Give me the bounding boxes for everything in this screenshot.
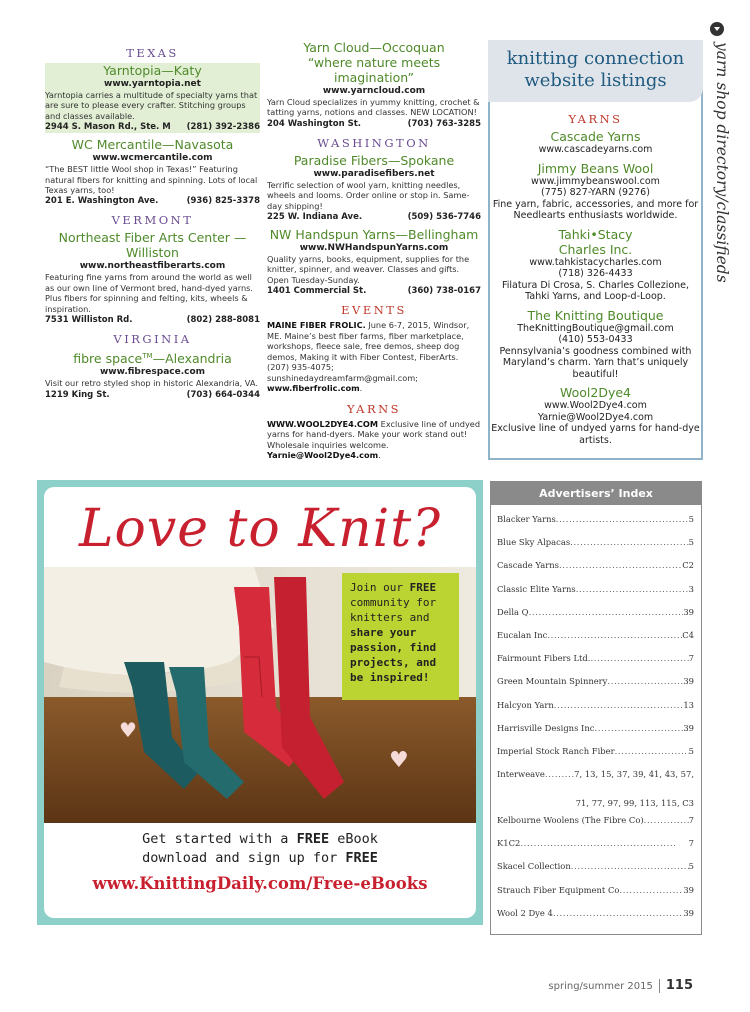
- shop-url[interactable]: www.yarncloud.com: [322, 86, 426, 96]
- shop-phone: (936) 825-3378: [186, 196, 260, 207]
- shop-tagline: “where nature meets imagination”: [307, 55, 441, 85]
- yarns-heading: YARNS: [346, 401, 402, 416]
- leader-dots: [571, 860, 689, 883]
- shop-name-text: fibre space: [73, 351, 143, 367]
- advertiser-page: C4: [682, 629, 694, 640]
- advertiser-page: 39: [683, 606, 694, 617]
- leader-dots: [529, 606, 684, 629]
- shop-email[interactable]: TheKnittingBoutique@gmail.com: [517, 322, 674, 334]
- shop-desc: “The BEST little Wool shop in Texas!” Featuring natural fibers for knitting and spinning. Lots of local Texas yarns, too!: [45, 164, 258, 196]
- listing-cascade-yarns: [490, 129, 701, 156]
- promo-text-b: community for knitters and: [350, 596, 437, 624]
- shop-address: 225 W. Indiana Ave.: [267, 212, 363, 223]
- listing-northeast-fiber-arts: [45, 230, 260, 326]
- advertiser-page: 39: [683, 907, 694, 918]
- advertiser-row: [497, 768, 694, 814]
- advertiser-name: Eucalan Inc: [497, 629, 548, 640]
- leader-dots: [556, 513, 689, 536]
- state-heading-virginia: VIRGINIA: [113, 332, 192, 347]
- advertiser-name: Interweave: [497, 769, 545, 780]
- issue-label: spring/summer 2015: [548, 981, 653, 992]
- advertiser-name: Halcyon Yarn: [497, 699, 554, 710]
- shop-phone: (281) 392-2386: [186, 122, 260, 133]
- advertiser-page: 39: [683, 884, 694, 895]
- shop-name: Yarn Cloud—Occoquan: [303, 40, 445, 55]
- shop-url[interactable]: www.northeastfiberarts.com: [79, 261, 226, 272]
- advertiser-row: [497, 583, 694, 606]
- advertiser-name: Della Q: [497, 606, 529, 617]
- shop-url[interactable]: www.cascadeyarns.com: [538, 144, 653, 155]
- shop-address-row: [45, 314, 260, 326]
- ad-cta: [44, 830, 476, 868]
- advertiser-page: C2: [682, 560, 694, 571]
- shop-address-row: [45, 389, 260, 401]
- shop-name-line-2: Charles Inc.: [558, 241, 633, 257]
- shop-name: NW Handspun Yarns—Bellingham: [269, 227, 479, 243]
- state-heading-washington: WASHINGTON: [317, 135, 431, 150]
- advertiser-name: Green Mountain Spinnery: [497, 676, 608, 687]
- shop-name: The Knitting Boutique: [527, 307, 664, 323]
- advertiser-page: 39: [683, 676, 694, 687]
- shop-phone: (509) 536-7746: [407, 212, 481, 223]
- advertiser-name: Imperial Stock Ranch Fiber: [497, 745, 615, 756]
- shop-phone: (703) 763-3285: [407, 118, 481, 129]
- advertiser-page: 7: [688, 815, 694, 826]
- advertiser-name: Classic Elite Yarns: [497, 583, 576, 594]
- cta-line-2: [44, 849, 476, 868]
- shop-url[interactable]: www.tahkistacycharles.com: [529, 256, 662, 268]
- shop-phone: (360) 738-0167: [407, 286, 481, 297]
- shop-address-row: [267, 211, 481, 223]
- cta-text-b: eBook: [329, 831, 378, 847]
- svg-text:♥: ♥: [119, 718, 137, 742]
- advertiser-name: Blue Sky Alpacas: [497, 537, 571, 548]
- shop-name: WC Mercantile—Navasota: [71, 137, 234, 153]
- leader-dots: [570, 536, 689, 559]
- advertiser-row: [497, 675, 694, 698]
- shop-address: 204 Washington St.: [267, 118, 361, 129]
- leader-dots: [607, 675, 683, 698]
- directory-column-1: [45, 40, 260, 405]
- listing-yarntopia: [45, 63, 260, 133]
- cta-text-c: download and sign up for: [142, 850, 346, 866]
- advertiser-page-continued: 71, 77, 97, 99, 113, 115, C3: [575, 797, 694, 808]
- advertiser-row: [497, 814, 694, 837]
- event-maine-fiber-frolic: [267, 320, 481, 394]
- event-end: .: [359, 383, 363, 394]
- event-title: MAINE FIBER FROLIC.: [267, 320, 366, 331]
- ad-title: Love to Knit?: [79, 499, 441, 559]
- advertiser-row: [497, 699, 694, 722]
- leader-dots: [545, 768, 574, 786]
- shop-name: Jimmy Beans Wool: [537, 160, 654, 176]
- shop-desc: Exclusive line of undyed yarns for hand-dye artists.: [491, 423, 700, 446]
- shop-url[interactable]: www.Wool2Dye4.com: [544, 400, 647, 411]
- leader-dots: [520, 837, 688, 860]
- shop-desc: Yarntopia carries a multitude of specialty yarns that are sure to please every crafter. Stitching groups and classes available.: [45, 90, 258, 121]
- advertiser-name: Harrisville Designs Inc: [497, 722, 595, 733]
- listing-knitting-boutique: [490, 308, 701, 381]
- shop-address-row: [267, 285, 481, 297]
- advertiser-row: [497, 559, 694, 582]
- trademark-mark: TM: [142, 352, 153, 361]
- shop-desc: Pennsylvania’s goodness combined with Maryland’s charm. Yarn that’s uniquely beautiful!: [499, 345, 692, 380]
- shop-address: 7531 Williston Rd.: [45, 315, 133, 326]
- advertiser-page: 5: [688, 861, 694, 872]
- promo-text-a: Join our: [350, 581, 410, 594]
- chevron-down-icon: [710, 22, 724, 36]
- shop-desc: Quality yarns, books, equipment, supplies for the knitter, spinner, and weaver. Classes and gifts. Open Tuesday-Sunday.: [267, 254, 470, 285]
- advertiser-row: [497, 860, 694, 883]
- leader-dots: [553, 907, 683, 930]
- shop-phone: (703) 664-0344: [186, 389, 260, 400]
- ad-panel: [44, 487, 476, 918]
- leader-dots: [619, 884, 683, 907]
- shop-desc: Terrific selection of wool yarn, knitting needles, wheels and looms. Order online or stop in. Same-day shipping!: [267, 179, 470, 211]
- shop-phone: (802) 288-8081: [186, 315, 260, 326]
- footer-divider: [659, 979, 660, 993]
- shop-desc: Featuring fine yarns from around the world as well as our own line of Vermont bred, hand-dyed yarns. Plus fibers for spinning and felting, kits, wheels & inspiration.: [45, 272, 254, 314]
- promo-box: [342, 573, 459, 700]
- classified-wool2dye4: [267, 419, 481, 461]
- state-heading-texas: TEXAS: [126, 46, 179, 60]
- state-heading-vermont: VERMONT: [111, 213, 194, 228]
- listing-wool2dye4: [490, 385, 701, 446]
- advertiser-page: 5: [688, 537, 694, 548]
- listing-yarn-cloud: [267, 40, 481, 130]
- advertiser-row: [497, 606, 694, 629]
- website-listings-box: [488, 40, 703, 460]
- directory-column-2: [267, 40, 481, 461]
- advertiser-name: Strauch Fiber Equipment Co: [497, 884, 620, 895]
- ad-url[interactable]: www.KnittingDaily.com/Free-eBooks: [92, 874, 428, 893]
- shop-phone: (410) 553-0433: [558, 334, 633, 345]
- shop-url[interactable]: www.wcmercantile.com: [92, 153, 213, 164]
- shop-name: Yarntopia—Katy: [103, 63, 202, 78]
- promo-bold: share your passion, find projects, and be inspired!: [350, 626, 437, 684]
- shop-url[interactable]: www.fibrespace.com: [99, 367, 206, 378]
- header-line-1: knitting connection: [506, 48, 685, 69]
- advertiser-name: Wool 2 Dye 4: [497, 907, 553, 918]
- listing-jimmy-beans: [490, 161, 701, 222]
- shop-name: Wool2Dye4: [559, 385, 631, 400]
- leader-dots: [547, 629, 682, 652]
- advertiser-page: 7: [688, 653, 694, 664]
- advertiser-name: Cascade Yarns: [497, 560, 559, 571]
- shop-phone: (775) 827-YARN (9276): [541, 187, 650, 198]
- event-body: June 6-7, 2015, Windsor, ME. Maine’s best fiber farms, fiber marketplace, workshops, fleece sale, free demos, sheep dog demos, Making it with Fiber Contest, FiberArts. (207) 935-4075; sunshinedaydreamfarm@gmail.com;: [267, 320, 470, 383]
- advertiser-page: 13: [683, 699, 694, 710]
- advertiser-name: Kelbourne Woolens (The Fibre Co): [497, 815, 644, 826]
- advertiser-row: [497, 907, 694, 930]
- shop-email[interactable]: Yarnie@Wool2Dye4.com: [537, 411, 654, 423]
- events-heading: EVENTS: [341, 303, 407, 318]
- shop-url[interactable]: www.jimmybeanswool.com: [531, 175, 660, 187]
- shop-address: 201 E. Washington Ave.: [45, 196, 159, 207]
- svg-text:♥: ♥: [389, 748, 409, 773]
- shop-address: 1401 Commercial St.: [267, 286, 367, 297]
- shop-address: 1219 King St.: [45, 389, 110, 400]
- advertiser-name: K1C2: [497, 838, 521, 849]
- listing-paradise-fibers: [267, 153, 481, 223]
- shop-name: Cascade Yarns: [550, 129, 641, 144]
- website-listings-header: [488, 40, 703, 102]
- advertiser-page: 5: [688, 514, 694, 524]
- shop-name: Northeast Fiber Arts Center —Williston: [58, 230, 247, 261]
- advertiser-row: [497, 629, 694, 652]
- advertiser-name: Blacker Yarns: [497, 514, 556, 524]
- leader-dots: [644, 814, 689, 837]
- classified-title[interactable]: WWW.WOOL2DYE4.COM: [267, 418, 379, 429]
- advertisers-index-title: Advertisers’ Index: [491, 482, 701, 505]
- shop-address-row: [45, 121, 260, 133]
- classified-body: Exclusive line of undyed yarns for hand-dyers. Make your work stand out! Wholesale inquiries welcome.: [267, 418, 481, 450]
- cta-free-2: FREE: [345, 850, 378, 866]
- advertisers-list: [491, 505, 701, 930]
- shop-address: 2944 S. Mason Rd., Ste. M: [45, 122, 171, 133]
- advertiser-name: Fairmount Fibers Ltd.: [497, 653, 591, 664]
- section-label-text: yarn shop directory/classifieds: [713, 42, 731, 283]
- listing-tahki-stacy: [490, 227, 701, 303]
- page-footer: [548, 978, 693, 993]
- promo-free: FREE: [409, 581, 437, 594]
- advertiser-row: [497, 722, 694, 745]
- page-number: 115: [665, 978, 693, 993]
- shop-url[interactable]: www.NWHandspunYarns.com: [299, 243, 449, 254]
- cta-free-1: FREE: [296, 831, 330, 847]
- shop-url[interactable]: www.paradisefibers.net: [313, 168, 435, 179]
- advertiser-row: [497, 837, 694, 860]
- leader-dots: [615, 745, 689, 768]
- shop-desc: Yarn Cloud specializes in yummy knitting, crochet & tatting yarns, notions and classes. NEW LOCATION!: [267, 97, 480, 118]
- advertiser-page: 5: [688, 745, 694, 756]
- shop-url[interactable]: www.yarntopia.net: [104, 79, 201, 89]
- shop-desc: Visit our retro styled shop in historic Alexandria, VA.: [45, 378, 258, 389]
- listing-fibre-space: [45, 349, 260, 401]
- leader-dots: [576, 583, 689, 606]
- advertiser-page: 39: [683, 722, 694, 733]
- header-line-2: website listings: [524, 70, 667, 91]
- cta-line-1: [44, 830, 476, 849]
- knitting-daily-ad[interactable]: [37, 480, 483, 925]
- advertiser-page: 7, 13, 15, 37, 39, 41, 43, 57,: [574, 769, 694, 780]
- leader-dots: [594, 722, 683, 745]
- advertiser-page: 7: [688, 838, 694, 849]
- leader-dots: [590, 652, 688, 675]
- shop-desc: Filatura Di Crosa, S. Charles Collezione, Tahki Yarns, and Loop-d-Loop.: [501, 279, 690, 302]
- shop-name-line-1: Tahki•Stacy: [558, 226, 633, 242]
- classified-email[interactable]: Yarnie@Wool2Dye4.com: [267, 450, 379, 461]
- shop-address-row: [267, 118, 481, 130]
- shop-address-row: [45, 195, 260, 207]
- advertiser-row: [497, 652, 694, 675]
- advertiser-row: [497, 513, 694, 536]
- cta-text-a: Get started with a: [142, 831, 297, 847]
- shop-name-suffix: —Alexandria: [152, 351, 232, 367]
- listing-nw-handspun: [267, 227, 481, 297]
- advertiser-page: 3: [688, 583, 694, 594]
- shop-desc: Fine yarn, fabric, accessories, and more for Needlearts enthusiasts worldwide.: [492, 198, 699, 221]
- shop-phone: (718) 326-4433: [558, 268, 633, 279]
- advertiser-row: [497, 536, 694, 559]
- leader-dots: [559, 559, 682, 582]
- advertiser-row: [497, 745, 694, 768]
- advertiser-name: Skacel Collection: [497, 861, 571, 872]
- shop-name: [45, 349, 260, 366]
- advertisers-index: [490, 481, 702, 935]
- leader-dots: [554, 699, 684, 722]
- classified-end: .: [378, 450, 381, 461]
- shop-name: Paradise Fibers—Spokane: [293, 152, 455, 168]
- event-url[interactable]: www.fiberfrolic.com: [267, 383, 360, 394]
- listings-yarns-heading: YARNS: [568, 112, 623, 126]
- advertiser-row: [497, 884, 694, 907]
- section-side-label: [704, 20, 734, 320]
- listing-wc-mercantile: [45, 137, 260, 207]
